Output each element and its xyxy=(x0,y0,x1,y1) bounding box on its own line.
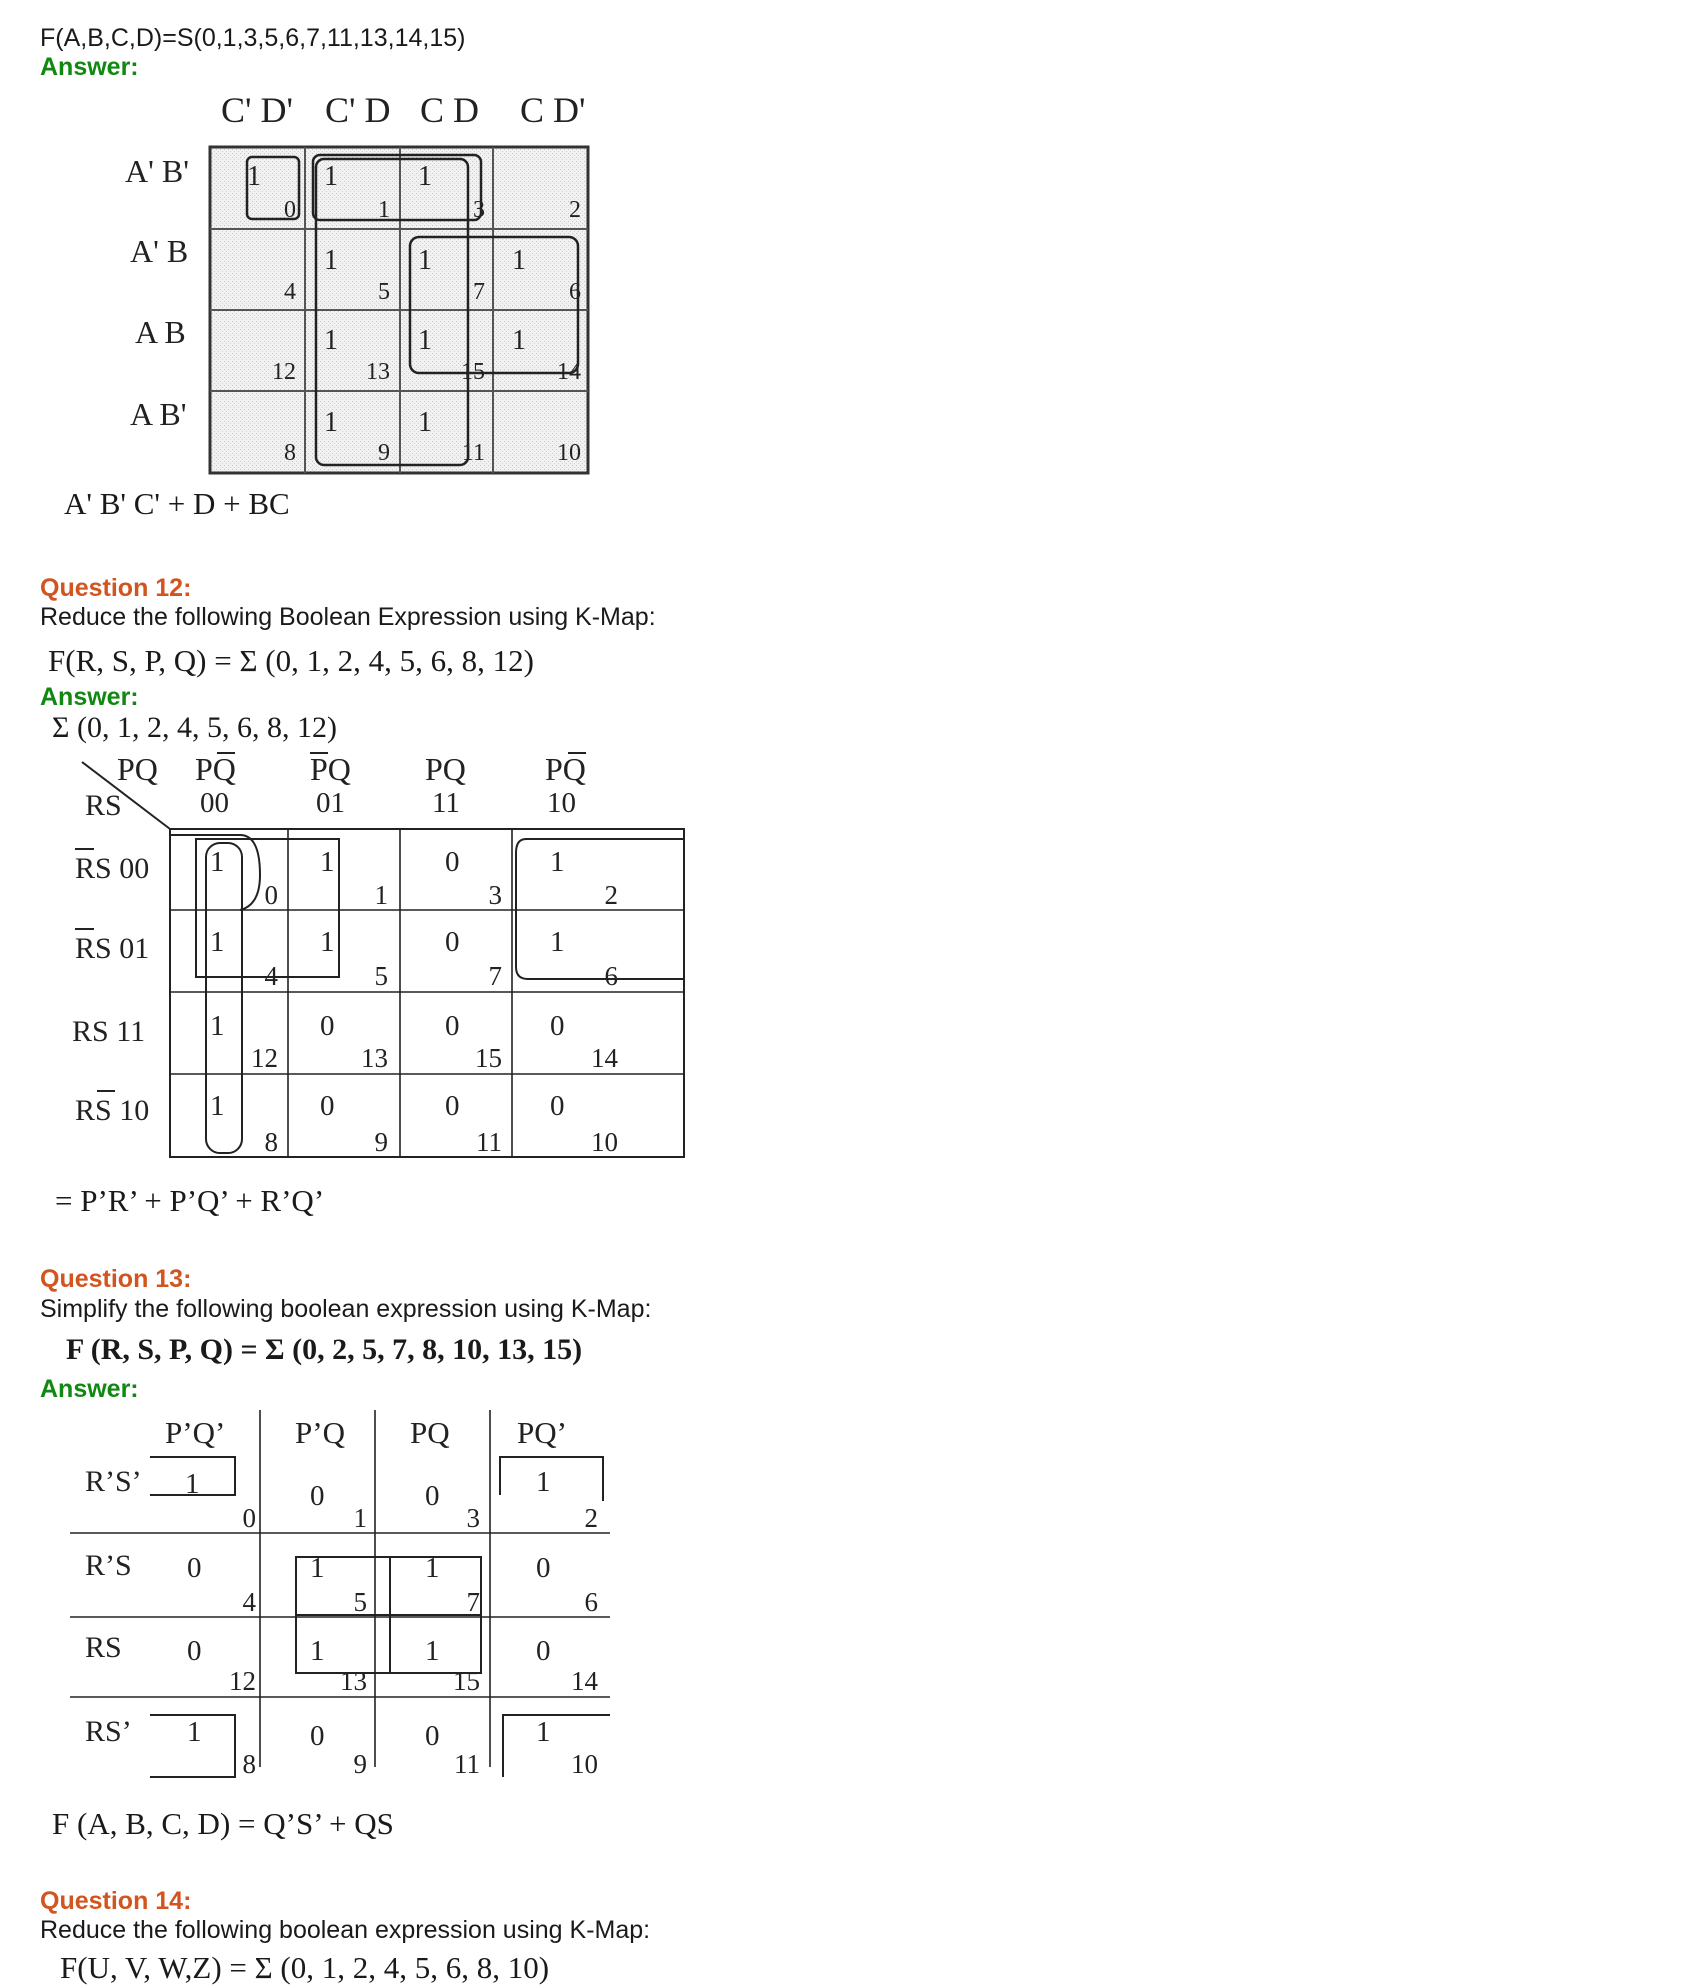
cell-number: 0 xyxy=(284,197,296,223)
kmap-value: 0 xyxy=(320,1090,335,1122)
kmap-value: 1 xyxy=(310,1552,325,1584)
cell-number: 1 xyxy=(378,197,390,223)
kmap-value: 1 xyxy=(425,1635,440,1667)
kmap-value: 1 xyxy=(187,1716,202,1748)
cell-number: 7 xyxy=(466,1587,480,1617)
cell-number: 4 xyxy=(284,279,296,305)
q14-prompt: Reduce the following boolean expression using K-Map: xyxy=(40,1916,651,1944)
kmap-value: 0 xyxy=(425,1480,440,1512)
row-header: A' B' xyxy=(125,153,189,189)
kmap-value: 0 xyxy=(187,1552,202,1584)
q12-heading: Question 12: xyxy=(40,574,192,602)
cell-number: 7 xyxy=(488,961,502,991)
kmap-value: 1 xyxy=(185,1468,200,1500)
cell-number: 13 xyxy=(361,1043,388,1073)
col-header: C D xyxy=(420,90,480,130)
col-header: P’Q xyxy=(295,1415,345,1450)
cell-number: 7 xyxy=(473,279,485,305)
cell-number: 6 xyxy=(604,961,618,991)
kmap-value: 1 xyxy=(550,846,565,878)
kmap-corner-row: RS xyxy=(85,789,122,822)
q13-kmap xyxy=(70,1405,630,1805)
q12-kmap xyxy=(60,745,640,1165)
cell-number: 3 xyxy=(473,197,485,223)
kmap-value: 1 xyxy=(320,846,335,878)
kmap-one: 1 xyxy=(512,245,526,276)
cell-number: 14 xyxy=(571,1666,598,1696)
cell-number: 5 xyxy=(353,1587,367,1617)
col-code: 00 xyxy=(200,787,229,819)
col-code: 10 xyxy=(547,787,576,819)
kmap-value: 1 xyxy=(536,1466,551,1498)
col-header: C' D' xyxy=(221,90,293,130)
col-header: C' D xyxy=(325,90,391,130)
kmap-value: 0 xyxy=(536,1635,551,1667)
q13-prompt: Simplify the following boolean expression using K-Map: xyxy=(40,1295,652,1323)
kmap-one: 1 xyxy=(324,161,338,192)
kmap-value: 0 xyxy=(550,1090,565,1122)
kmap-value: 1 xyxy=(310,1635,325,1667)
kmap-value: 0 xyxy=(445,926,460,958)
cell-number: 11 xyxy=(476,1127,502,1157)
kmap-value: 1 xyxy=(210,926,225,958)
cell-number: 0 xyxy=(242,1503,256,1533)
q11-result: A' B' C' + D + BC xyxy=(64,486,290,521)
col-header: PQ’ xyxy=(517,1415,567,1450)
cell-number: 1 xyxy=(353,1503,367,1533)
row-header: A B xyxy=(135,314,186,350)
row-header: RS 10 xyxy=(75,1094,150,1127)
kmap-value: 1 xyxy=(550,926,565,958)
row-header: A' B xyxy=(130,233,189,269)
col-header: PQ xyxy=(410,1415,450,1450)
cell-number: 11 xyxy=(454,1749,480,1779)
cell-number: 15 xyxy=(475,1043,502,1073)
q11-kmap xyxy=(120,85,620,485)
q13-heading: Question 13: xyxy=(40,1265,192,1293)
col-header: C D' xyxy=(520,90,586,130)
kmap-corner-col: PQ xyxy=(117,751,158,787)
cell-number: 6 xyxy=(569,279,581,305)
cell-number: 2 xyxy=(569,197,581,223)
q13-result: F (A, B, C, D) = Q’S’ + QS xyxy=(52,1806,394,1841)
kmap-value: 0 xyxy=(445,1090,460,1122)
col-header: PQ xyxy=(310,751,351,787)
kmap-value: 0 xyxy=(310,1480,325,1512)
cell-number: 4 xyxy=(264,961,278,991)
row-header: R’S xyxy=(85,1549,132,1582)
kmap-value: 0 xyxy=(550,1010,565,1042)
cell-number: 10 xyxy=(571,1749,598,1779)
q14-heading: Question 14: xyxy=(40,1887,192,1915)
kmap-one: 1 xyxy=(247,161,261,192)
cell-number: 13 xyxy=(340,1666,367,1696)
q11-function: F(A,B,C,D)=S(0,1,3,5,6,7,11,13,14,15) xyxy=(40,24,466,52)
cell-number: 3 xyxy=(488,880,502,910)
cell-number: 2 xyxy=(584,1503,598,1533)
cell-number: 9 xyxy=(353,1749,367,1779)
kmap-value: 1 xyxy=(425,1552,440,1584)
col-header: PQ xyxy=(545,751,586,787)
kmap-value: 0 xyxy=(425,1720,440,1752)
row-header: RS 01 xyxy=(75,932,150,965)
row-header: A B' xyxy=(130,396,187,432)
cell-number: 8 xyxy=(284,440,296,466)
cell-number: 14 xyxy=(557,359,581,385)
q13-answer-label: Answer: xyxy=(40,1375,139,1403)
cell-number: 0 xyxy=(264,880,278,910)
cell-number: 15 xyxy=(461,359,485,385)
cell-number: 2 xyxy=(604,880,618,910)
col-code: 01 xyxy=(316,787,345,819)
kmap-value: 0 xyxy=(445,846,460,878)
cell-number: 15 xyxy=(453,1666,480,1696)
col-header: PQ xyxy=(195,751,236,787)
row-header: R’S’ xyxy=(85,1465,142,1498)
cell-number: 8 xyxy=(242,1749,256,1779)
col-header: P’Q’ xyxy=(165,1415,226,1450)
q13-expression: F (R, S, P, Q) = Σ (0, 2, 5, 7, 8, 10, 13, 15) xyxy=(66,1333,583,1366)
kmap-value: 0 xyxy=(310,1720,325,1752)
cell-number: 8 xyxy=(264,1127,278,1157)
q12-result: = P’R’ + P’Q’ + R’Q’ xyxy=(55,1183,325,1218)
cell-number: 3 xyxy=(466,1503,480,1533)
cell-number: 1 xyxy=(374,880,388,910)
kmap-one: 1 xyxy=(418,245,432,276)
kmap-value: 1 xyxy=(210,1010,225,1042)
cell-number: 4 xyxy=(242,1587,256,1617)
row-header: RS xyxy=(85,1631,122,1664)
kmap-one: 1 xyxy=(418,325,432,356)
q12-sum: Σ (0, 1, 2, 4, 5, 6, 8, 12) xyxy=(52,711,337,744)
kmap-value: 0 xyxy=(187,1635,202,1667)
col-code: 11 xyxy=(432,787,460,819)
cell-number: 14 xyxy=(591,1043,618,1073)
row-header: RS 11 xyxy=(72,1015,146,1048)
kmap-value: 0 xyxy=(536,1552,551,1584)
cell-number: 6 xyxy=(584,1587,598,1617)
cell-number: 12 xyxy=(229,1666,256,1696)
q11-row-headers xyxy=(125,153,189,432)
cell-number: 11 xyxy=(461,440,485,466)
cell-number: 10 xyxy=(591,1127,618,1157)
cell-number: 12 xyxy=(272,359,296,385)
kmap-value: 1 xyxy=(210,846,225,878)
kmap-value: 1 xyxy=(320,926,335,958)
cell-number: 9 xyxy=(374,1127,388,1157)
q12-row-overbars xyxy=(75,849,115,1091)
kmap-value: 1 xyxy=(536,1716,551,1748)
q12-expression: F(R, S, P, Q) = Σ (0, 1, 2, 4, 5, 6, 8, 12) xyxy=(48,643,534,678)
col-header: PQ xyxy=(425,751,466,787)
q12-prompt: Reduce the following Boolean Expression using K-Map: xyxy=(40,603,656,631)
q11-col-headers xyxy=(221,90,586,130)
cell-number: 10 xyxy=(557,440,581,466)
kmap-one: 1 xyxy=(324,325,338,356)
kmap-value: 0 xyxy=(320,1010,335,1042)
cell-number: 5 xyxy=(378,279,390,305)
kmap-value: 0 xyxy=(445,1010,460,1042)
q14-expression: F(U, V, W,Z) = Σ (0, 1, 2, 4, 5, 6, 8, 10) xyxy=(60,1950,550,1985)
kmap-value: 1 xyxy=(210,1090,225,1122)
cell-number: 5 xyxy=(374,961,388,991)
kmap-one: 1 xyxy=(324,245,338,276)
cell-number: 13 xyxy=(366,359,390,385)
kmap-one: 1 xyxy=(418,407,432,438)
row-header: RS’ xyxy=(85,1715,132,1748)
kmap-one: 1 xyxy=(512,325,526,356)
cell-number: 9 xyxy=(378,440,390,466)
kmap-one: 1 xyxy=(324,407,338,438)
cell-number: 12 xyxy=(251,1043,278,1073)
q11-answer-label: Answer: xyxy=(40,53,139,81)
kmap-one: 1 xyxy=(418,161,432,192)
row-header: RS 00 xyxy=(75,852,150,885)
q12-answer-label: Answer: xyxy=(40,683,139,711)
